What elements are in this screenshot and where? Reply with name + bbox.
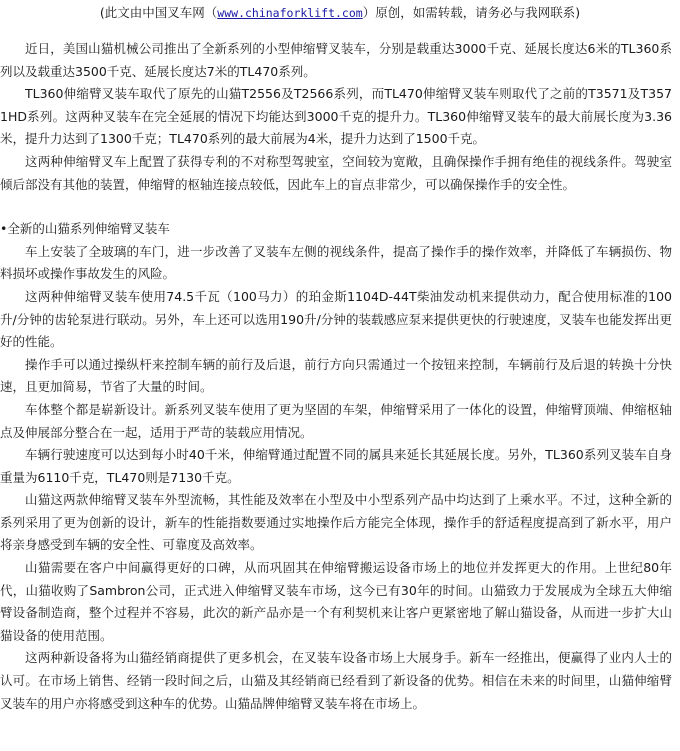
- section-paragraph: 山猫这两款伸缩臂叉装车外型流畅，其性能及效率在小型及中小型系列产品中均达到了上乘水平。不过，这种全新的系列采用了更为创新的设计，新车的性能指数要通过实地操作后方能完全体现，操作手的舒适程度提高到了新水平，用户将亲身感受到车辆的安全性、可靠度及高效率。: [0, 492, 672, 553]
- source-link[interactable]: www.chinaforklift.com: [217, 6, 363, 20]
- section-paragraph: 操作手可以通过操纵杆来控制车辆的前行及后退，前行方向只需通过一个按钮来控制，车辆前行及后退的转换十分快速，且更加简易，节省了大量的时间。: [0, 356, 672, 395]
- intro-paragraph: 近日，美国山猫机械公司推出了全新系列的小型伸缩臂叉装车，分别是载重达3000千克、延展长度达6米的TL360系列以及载重达3500千克、延展长度达7米的TL470系列。: [0, 41, 672, 79]
- section-paragraph: 山猫需要在客户中间赢得更好的口碑，从而巩固其在伸缩臂搬运设备市场上的地位并发挥更大的作用。上世纪80年代，山猫收购了Sambron公司，正式进入伸缩臂叉装车市场，这今已有30年的时间。山猫致力于发展成为全球五大伸缩臂设备制造商，整个过程并不容易，此次的新产品亦是一个有利契机来让客户更紧密地了解山猫设备，从而进一步扩大山猫设备的使用范围。: [0, 560, 672, 643]
- copyright-notice: [0, 4, 680, 22]
- intro-paragraph: TL360伸缩臂叉装车取代了原先的山猫T2556及T2566系列，而TL470伸缩臂叉装车则取代了之前的T3571及T3571HD系列。这两种叉装车在完全延展的情况下均能达到3000千克的提升力。TL360伸缩臂叉装车的最大前展长度为3.36米，提升力达到了1300千克；TL470系列的最大前展为4米，提升力达到了1500千克。: [0, 86, 672, 147]
- section-paragraph: 车体整个都是崭新设计。新系列叉装车使用了更为坚固的车架，伸缩臂采用了一体化的设置，伸缩臂顶端、伸缩枢轴点及伸展部分整合在一起，适用于严苛的装载应用情况。: [0, 401, 672, 440]
- section-paragraph: 车辆行驶速度可以达到每小时40千米，伸缩臂通过配置不同的属具来延长其延展长度。另外，TL360系列叉装车自身重量为6110千克，TL470则是7130千克。: [0, 447, 672, 485]
- copyright-suffix: ）原创，如需转载，请务必与我网联系): [362, 5, 581, 20]
- copyright-prefix: (此文由中国叉车网（: [99, 5, 218, 20]
- section-paragraph: 车上安装了全玻璃的车门，进一步改善了叉装车左侧的视线条件，提高了操作手的操作效率，并降低了车辆损伤、物料损坏或操作事故发生的风险。: [0, 243, 672, 282]
- section-heading: •全新的山猫系列伸缩臂叉装车: [0, 221, 170, 237]
- article-body: [0, 38, 672, 715]
- intro-paragraph: 这两种伸缩臂叉车上配置了获得专利的不对称型驾驶室，空间较为宽敞，且确保操作手拥有绝佳的视线条件。驾驶室倾后部没有其他的装置，伸缩臂的枢轴连接点较低，因此车上的盲点非常少，可以确保操作手的安全性。: [0, 153, 672, 192]
- section-paragraph: 这两种新设备将为山猫经销商提供了更多机会，在叉装车设备市场上大展身手。新车一经推出，便赢得了业内人士的认可。在市场上销售、经销一段时间之后，山猫及其经销商已经看到了新设备的优势。相信在未来的时间里，山猫伸缩臂叉装车的用户亦将感受到这种车的优势。山猫品牌伸缩臂叉装车将在市场上。: [0, 650, 672, 711]
- section-paragraph: 这两种伸缩臂叉装车使用74.5千瓦（100马力）的珀金斯1104D-44T柴油发动机来提供动力，配合使用标准的100升/分钟的齿轮泵进行联动。另外，车上还可以选用190升/分钟的装载感应泵来提供更快的行驶速度，叉装车也能发挥出更好的性能。: [0, 288, 672, 350]
